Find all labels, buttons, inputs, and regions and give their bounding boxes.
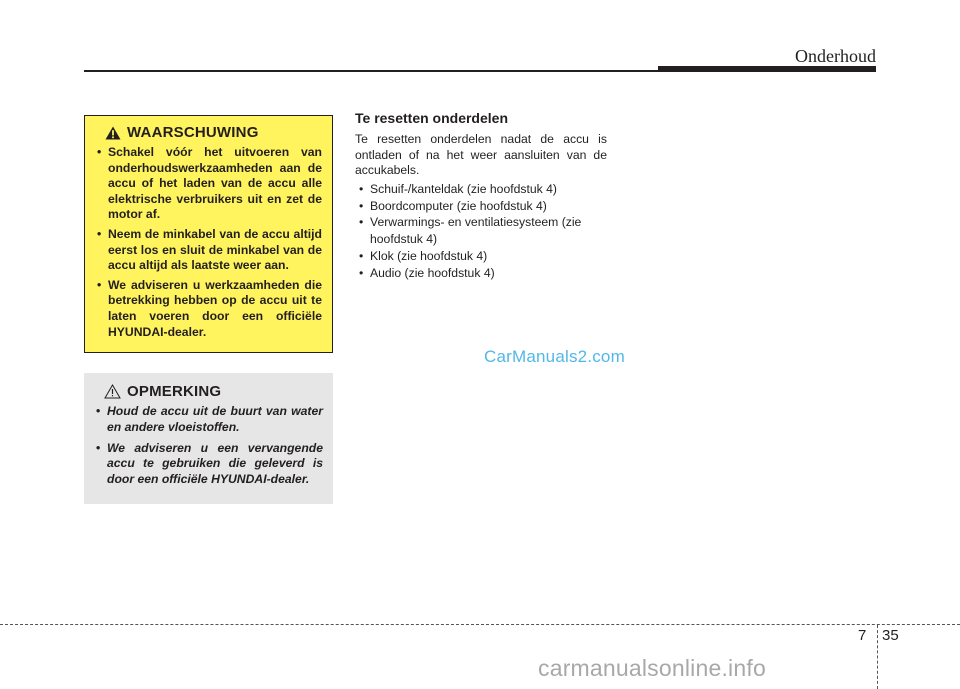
note-box <box>84 373 333 504</box>
warning-item: • Schakel vóór het uitvoeren van onderhoudswerkzaamheden aan de accu of het laden van de accu alle elektrische verbruikers uit en zet de motor af. <box>93 145 322 223</box>
page-number: 35 <box>882 627 899 644</box>
warning-item: • We adviseren u werkzaamheden die betrekking hebben op de accu uit te laten voeren door een officiële HYUNDAI-dealer. <box>93 278 322 340</box>
warning-list <box>93 145 322 340</box>
note-list <box>92 404 323 488</box>
caution-triangle-icon <box>104 384 121 399</box>
warning-header <box>105 124 322 141</box>
note-title: OPMERKING <box>127 383 222 400</box>
header-rule-accent <box>658 66 876 72</box>
note-item: • We adviseren u een vervangende accu te gebruiken die geleverd is door een officiële HYUNDAI-dealer. <box>92 441 323 488</box>
reset-intro: Te resetten onderdelen nadat de accu is ontladen of na het weer aansluiten van de accukabels. <box>355 132 607 178</box>
reset-section <box>355 110 607 282</box>
reset-item: • Verwarmings- en ventilatiesysteem (zie hoofdstuk 4) <box>355 214 607 248</box>
reset-item: • Audio (zie hoofdstuk 4) <box>355 265 607 282</box>
footer-rule <box>0 624 960 625</box>
page-header-title: Onderhoud <box>795 46 876 66</box>
warning-title: WAARSCHUWING <box>127 124 259 141</box>
note-item: • Houd de accu uit de buurt van water en andere vloeistoffen. <box>92 404 323 436</box>
note-header <box>104 383 323 400</box>
warning-box <box>84 115 333 353</box>
reset-heading: Te resetten onderdelen <box>355 110 509 126</box>
warning-triangle-icon <box>105 126 121 140</box>
chapter-number: 7 <box>858 627 867 644</box>
reset-item: • Schuif-/kanteldak (zie hoofdstuk 4) <box>355 181 607 198</box>
reset-item: • Boordcomputer (zie hoofdstuk 4) <box>355 198 607 215</box>
site-watermark: CarManuals2.com <box>484 347 625 366</box>
footer-watermark: carmanualsonline.info <box>538 655 766 681</box>
footer-divider <box>877 625 878 689</box>
reset-item: • Klok (zie hoofdstuk 4) <box>355 248 607 265</box>
header-rule <box>84 70 660 72</box>
warning-item: • Neem de minkabel van de accu altijd eerst los en sluit de minkabel van de accu altijd als laatste weer aan. <box>93 227 322 274</box>
reset-list <box>355 181 607 282</box>
